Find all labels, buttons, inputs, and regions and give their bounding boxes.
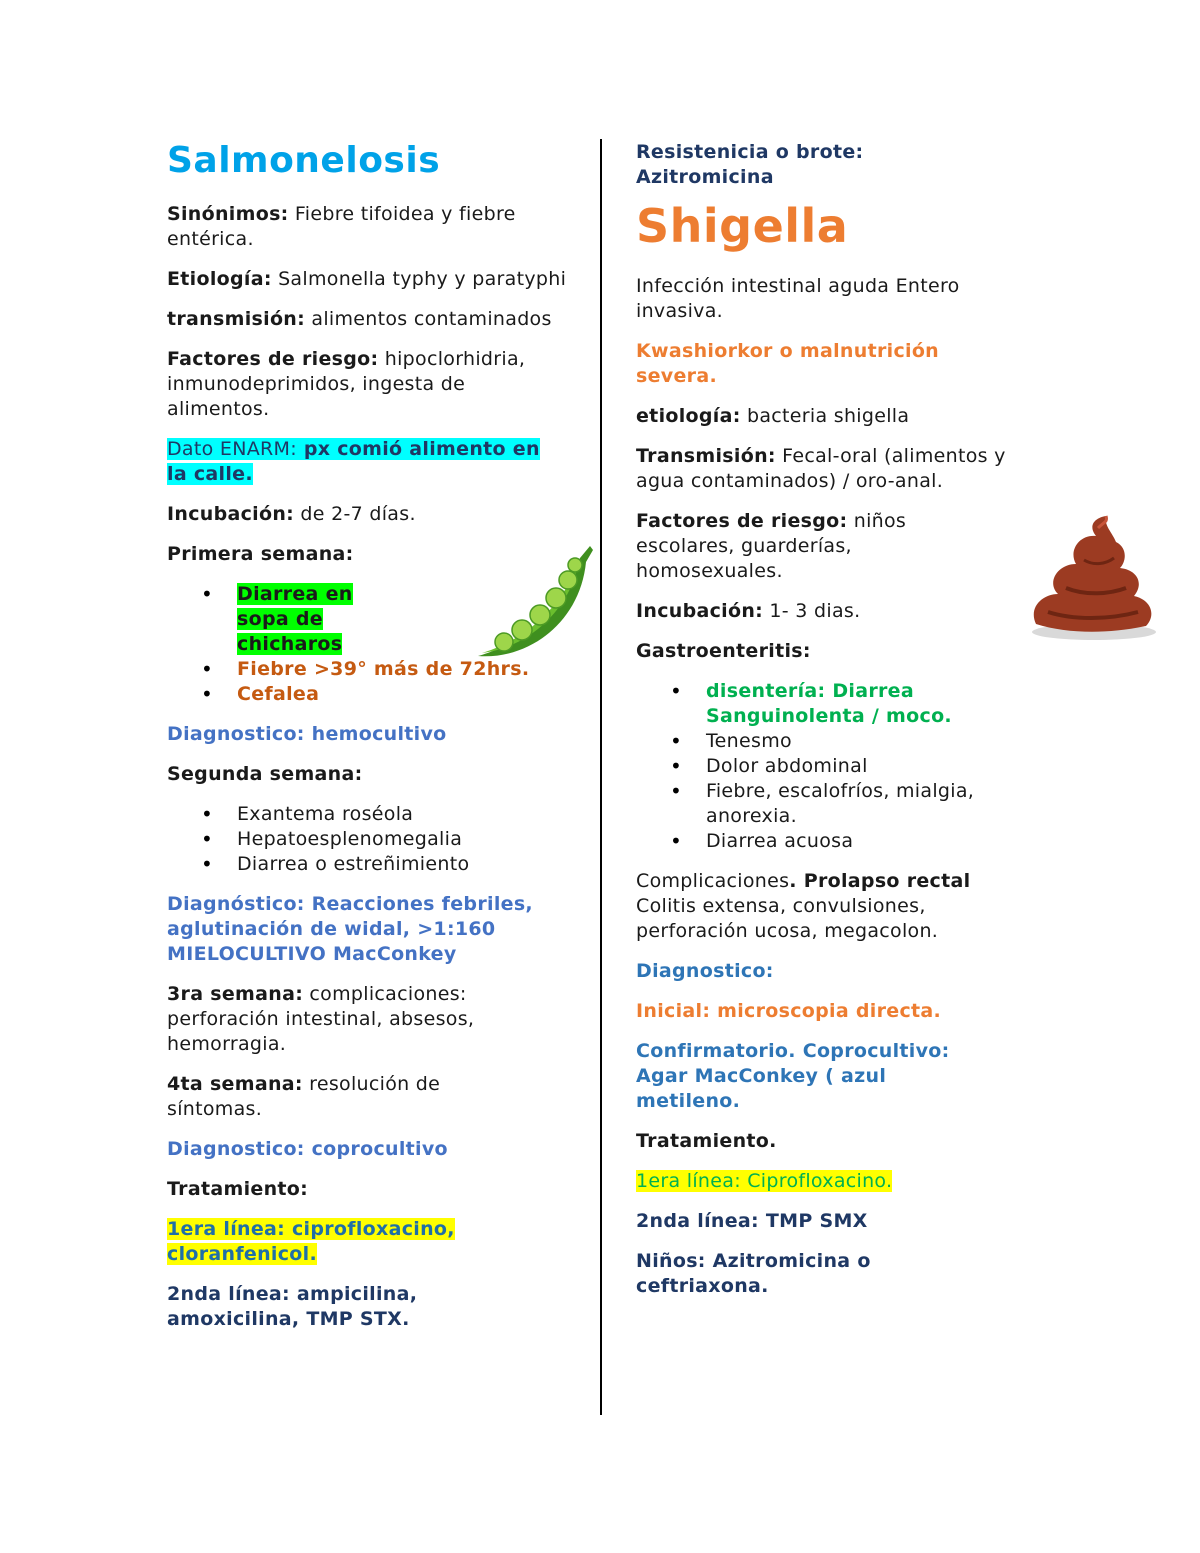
incubacion-text: 1- 3 dias.: [763, 600, 861, 622]
factores-text: niños escolares, guarderías, homosexuales.: [636, 510, 907, 582]
tratamiento-heading: Tratamiento.: [636, 1130, 777, 1152]
etiologia-paragraph: [636, 404, 1036, 429]
pea-pod-icon: [468, 538, 598, 668]
list-item: • Diarrea o estreñimiento: [167, 852, 567, 877]
shigella-column: [636, 140, 1036, 1314]
ninos-tratamiento: Niños: Azitromicina o ceftriaxona.: [636, 1250, 871, 1297]
primera-linea-paragraph: [167, 1217, 507, 1267]
diagnostico-inicial: Inicial: microscopia directa.: [636, 1000, 942, 1022]
complicaciones-paragraph: [636, 869, 1016, 944]
factores-paragraph: [636, 509, 966, 584]
prolapso-text: . Prolapso rectal: [789, 870, 971, 892]
diagnostico-reacciones: Diagnóstico: Reacciones febriles, aglutinación de widal, >1:160 MIELOCULTIVO MacConkey: [167, 893, 533, 965]
incubacion-label: Incubación:: [167, 503, 295, 525]
gastroenteritis-list: [636, 679, 1036, 854]
list-item: • Dolor abdominal: [636, 754, 1036, 779]
factores-label: Factores de riesgo:: [636, 510, 848, 532]
tratamiento-heading: Tratamiento:: [167, 1178, 309, 1200]
transmision-label: transmisión:: [167, 308, 306, 330]
list-item: [167, 582, 397, 657]
sinonimos-text: Fiebre tifoidea y fiebre entérica.: [167, 203, 516, 250]
etiologia-label: etiología:: [636, 405, 741, 427]
tercera-text: complicaciones: perforación intestinal, absesos, hemorragia.: [167, 983, 475, 1055]
transmision-label: Transmisión:: [636, 445, 776, 467]
cuarta-label: 4ta semana:: [167, 1073, 303, 1095]
primera-item-2: Fiebre >39° más de 72hrs.: [237, 658, 530, 680]
cuarta-text: resolución de síntomas.: [167, 1073, 441, 1120]
primera-linea-paragraph: [636, 1169, 1036, 1194]
tercera-label: 3ra semana:: [167, 983, 304, 1005]
list-item: • Exantema roséola: [167, 802, 567, 827]
sinonimos-paragraph: [167, 202, 567, 252]
complicaciones-label: Complicaciones: [636, 870, 790, 892]
incubacion-paragraph: [636, 599, 1036, 624]
tercera-semana-paragraph: [167, 982, 567, 1057]
shigella-title: Shigella: [636, 199, 849, 253]
enarm-label: Dato ENARM:: [167, 438, 297, 460]
etiologia-label: Etiología:: [167, 268, 272, 290]
column-divider: [600, 139, 602, 1415]
transmision-text: alimentos contaminados: [305, 308, 552, 330]
list-item: • Tenesmo: [636, 729, 1036, 754]
list-item: • Hepatoesplenomegalia: [167, 827, 567, 852]
list-item: [167, 682, 567, 707]
diagnostico-hemocultivo: Diagnostico: hemocultivo: [167, 723, 447, 745]
primera-linea: 1era línea: ciprofloxacino, cloranfenicol.: [167, 1218, 455, 1265]
incubacion-label: Incubación:: [636, 600, 764, 622]
primera-semana-heading: Primera semana:: [167, 543, 354, 565]
segunda-linea: 2nda línea: TMP SMX: [636, 1210, 868, 1232]
transmision-paragraph: [636, 444, 1036, 494]
complicaciones-text: Colitis extensa, convulsiones, perforación ucosa, megacolon.: [636, 895, 939, 942]
etiologia-paragraph: [167, 267, 567, 292]
factores-text: hipoclorhidria, inmunodeprimidos, ingesta de alimentos.: [167, 348, 526, 420]
enarm-paragraph: [167, 437, 551, 487]
salmonelosis-column: [167, 140, 567, 1347]
transmision-paragraph: [167, 307, 567, 332]
poop-icon: [1028, 512, 1158, 642]
sinonimos-label: Sinónimos:: [167, 203, 289, 225]
list-item: • Fiebre, escalofríos, mialgia, anorexia.: [636, 779, 1036, 829]
salmonelosis-title: Salmonelosis: [167, 140, 441, 181]
enarm-text: px comió alimento en la calle.: [167, 438, 540, 485]
factores-paragraph: [167, 347, 567, 422]
segunda-semana-heading: Segunda semana:: [167, 763, 363, 785]
list-item: • Diarrea acuosa: [636, 829, 1036, 854]
list-item: [636, 679, 1036, 729]
primera-item-3: Cefalea: [237, 683, 320, 705]
etiologia-text: bacteria shigella: [740, 405, 910, 427]
transmision-text: Fecal-oral (alimentos y agua contaminados) / oro-anal.: [636, 445, 1006, 492]
kwashiorkor-text: Kwashiorkor o malnutrición severa.: [636, 340, 940, 387]
diagnostico-confirmatorio: Confirmatorio. Coprocultivo: Agar MacConkey ( azul metileno.: [636, 1040, 950, 1112]
incubacion-text: de 2-7 días.: [294, 503, 416, 525]
primera-item-1: Diarrea en sopa de chicharos: [237, 583, 353, 655]
gastro-item-disenteria: disentería: Diarrea Sanguinolenta / moco.: [706, 680, 952, 727]
resistencia-text: Resistenicia o brote: Azitromicina: [636, 141, 864, 188]
gastroenteritis-heading: Gastroenteritis:: [636, 640, 811, 662]
segunda-semana-list: [167, 802, 567, 877]
factores-label: Factores de riesgo:: [167, 348, 379, 370]
segunda-linea: 2nda línea: ampicilina, amoxicilina, TMP STX.: [167, 1283, 418, 1330]
primera-linea: 1era línea: Ciprofloxacino.: [636, 1170, 893, 1192]
diagnostico-coprocultivo: Diagnostico: coprocultivo: [167, 1138, 448, 1160]
cuarta-semana-paragraph: [167, 1072, 487, 1122]
diagnostico-heading: Diagnostico:: [636, 960, 774, 982]
incubacion-paragraph: [167, 502, 567, 527]
etiologia-text: Salmonella typhy y paratyphi: [271, 268, 567, 290]
intro-paragraph: Infección intestinal aguda Entero invasiva.: [636, 275, 960, 322]
